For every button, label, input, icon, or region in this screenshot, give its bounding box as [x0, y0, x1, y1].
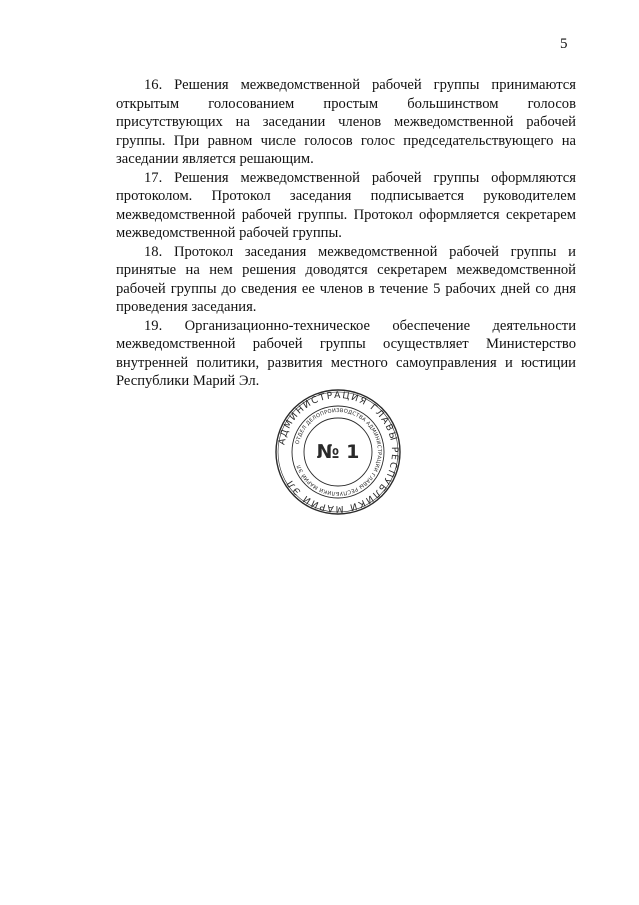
paragraph-17: 17. Решения межведомственной рабочей группы оформляются протоколом. Протокол заседания подписывается руководителем межведомственной рабочей группы. Протокол оформляется секретарем межведомственной рабочей группы. [116, 169, 576, 241]
seal-number: № 1 [316, 441, 360, 463]
seal-graphic [274, 388, 402, 516]
seal-outer-text: АДМИНИСТРАЦИЯ ГЛАВЫ РЕСПУБЛИКИ МАРИЙ ЭЛ [276, 389, 401, 515]
seal-inner-text: ОТДЕЛ ДЕЛОПРОИЗВОДСТВА АДМИНИСТРАЦИИ ГЛАВЫ РЕСПУБЛИКИ МАРИЙ ЭЛ [294, 407, 383, 497]
paragraph-16: 16. Решения межведомственной рабочей группы принимаются открытым голосованием простым большинством голосов присутствующих на заседании членов межведомственной рабочей группы. При равном числе голосов голос председательствующего на заседании является решающим. [116, 77, 576, 167]
paragraph-18: 18. Протокол заседания межведомственной рабочей группы и принятые на нем решения доводятся секретарем межведомственной рабочей группы до сведения ее членов в течение 5 рабочих дней со дня проведения заседания. [116, 243, 576, 315]
document-body [116, 76, 576, 391]
official-seal [274, 388, 402, 516]
paragraph-19: 19. Организационно-техническое обеспечение деятельности межведомственной рабочей группы осуществляет Министерство внутренней политики, развития местного самоуправления и юстиции Республики Марий Эл. [116, 317, 576, 389]
page-number: 5 [560, 36, 568, 52]
